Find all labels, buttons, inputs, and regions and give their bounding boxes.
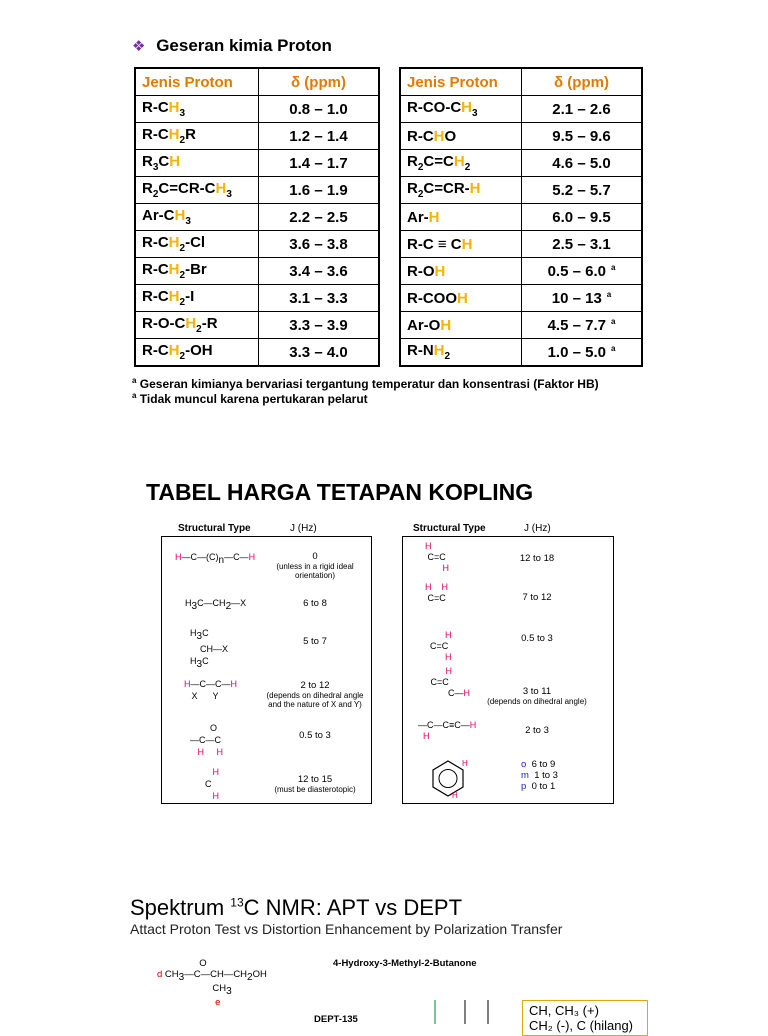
dept-label: DEPT-135 (314, 1014, 358, 1025)
svg-text:H: H (452, 791, 458, 798)
compound-name: 4-Hydroxy-3-Methyl-2-Butanone (333, 958, 477, 969)
proton-type-cell: $R-CO-CH_3$ (400, 96, 522, 123)
proton-type-cell: R-OH (400, 258, 522, 285)
table-row (135, 231, 379, 258)
structure-isopropyl: $H_3C$ CH—X $H_3C$ (190, 628, 229, 670)
right-header-structural-type: Structural Type (413, 523, 486, 534)
proton-type-cell: $R-NH_2$ (400, 339, 522, 367)
shift-value-cell: 1.0 – 5.0 $^a$ (522, 339, 643, 367)
proton-type-cell: $R_2C=CH_2$ (400, 150, 522, 177)
footnote-1: $^a$ Geseran kimianya bervariasi tergantung temperatur dan konsentrasi (Faktor HB) (132, 376, 599, 391)
structure-dihedral: H—C—C—H X Y (184, 679, 237, 701)
table-row (400, 312, 642, 339)
coupling-value: 2 to 3 (525, 725, 549, 736)
dept-legend-line-2: CH₂ (-), C (hilang) (529, 1018, 633, 1033)
col-header-proton: Jenis Proton (400, 68, 522, 96)
table-row (135, 312, 379, 339)
col-header-delta: δ (ppm) (259, 68, 380, 96)
shift-value-cell: 10 – 13 $^a$ (522, 285, 643, 312)
table-row (135, 285, 379, 312)
structure-propargylic: —C—C≡C—H H (418, 720, 477, 741)
coupling-value: 7 to 12 (522, 592, 552, 603)
proton-type-cell: $R-O-CH_2-R$ (135, 312, 259, 339)
left-header-structural-type: Structural Type (178, 523, 251, 534)
coupling-title: TABEL HARGA TETAPAN KOPLING (146, 479, 534, 505)
section-heading (132, 36, 332, 56)
proton-type-cell: $R_3CH$ (135, 150, 259, 177)
table-row (400, 150, 642, 177)
table-row (400, 231, 642, 258)
aromatic-coupling-row: o 6 to 9 (521, 759, 556, 770)
proton-type-cell: $R-CH_2-OH$ (135, 339, 259, 367)
proton-type-cell: $R_2C=CR-CH_3$ (135, 177, 259, 204)
nmr-subtitle: Attact Proton Test vs Distortion Enhancement by Polarization Transfer (130, 921, 563, 937)
table-row (400, 285, 642, 312)
coupling-note: (must be diasterotopic) (274, 785, 356, 794)
structure-allylic: H C=C C—H (428, 666, 471, 698)
table-row (400, 339, 642, 367)
table-row (400, 204, 642, 231)
coupling-value: 12 to 18 (519, 553, 555, 564)
col-header-proton: Jenis Proton (135, 68, 259, 96)
coupling-value: 5 to 7 (303, 636, 327, 647)
footnote-mark: a (606, 289, 612, 299)
structure-cis-alkene: H H C=C (425, 582, 449, 603)
proton-type-cell: $R-CH_2R$ (135, 123, 259, 150)
shift-value-cell: 4.6 – 5.0 (522, 150, 643, 177)
dept-spectrum-peaks (425, 998, 505, 1024)
table-row (400, 96, 642, 123)
shift-value-cell: 9.5 – 9.6 (522, 123, 643, 150)
shift-value-cell: 3.3 – 3.9 (259, 312, 380, 339)
structure-aldehyde: O —C—C H H (190, 723, 224, 757)
coupling-value: 0.5 to 3 (299, 730, 331, 741)
proton-type-cell: $Ar-CH_3$ (135, 204, 259, 231)
coupling-value: 3 to 11 (depends on dihedral angle) (482, 686, 592, 706)
col-header-delta: δ (ppm) (522, 68, 643, 96)
aromatic-coupling-row: m 1 to 3 (521, 770, 558, 781)
proton-type-cell: $R-CH_3$ (135, 96, 259, 123)
table-row (135, 258, 379, 285)
section-heading-text: Geseran kimia Proton (156, 36, 332, 55)
proton-type-cell: Ar-OH (400, 312, 522, 339)
table-row (135, 150, 379, 177)
coupling-value: 12 to 15 (must be diasterotopic) (260, 774, 370, 794)
table-row (135, 339, 379, 367)
benzene-ring-icon (428, 758, 468, 798)
dept-legend-line-1: CH, CH₃ (+) (529, 1003, 599, 1018)
proton-type-cell: $R_2C=CR-H$ (400, 177, 522, 204)
footnote-mark: a (610, 343, 616, 353)
structure-vicinal-chain: $H—C—(C)_n—C—H$ (175, 552, 256, 566)
shift-value-cell: 0.8 – 1.0 (259, 96, 380, 123)
coupling-value: 6 to 8 (303, 598, 327, 609)
dept-legend-box (522, 1000, 648, 1036)
proton-type-cell: $R-CH_2-Br$ (135, 258, 259, 285)
diamond-bullet-icon: ❖ (132, 38, 146, 55)
structure-geminal: H C H (200, 767, 220, 801)
coupling-value: 2 to 12 (depends on dihedral angle and the nature of X and Y) (260, 680, 370, 709)
proton-type-cell: $R-CH_2-I$ (135, 285, 259, 312)
table-row (135, 177, 379, 204)
shift-value-cell: 6.0 – 9.5 (522, 204, 643, 231)
coupling-note: (depends on dihedral angle and the nature of X and Y) (266, 691, 364, 709)
structure-geminal-alkene: H C=C H (430, 630, 452, 662)
shift-value-cell: 3.4 – 3.6 (259, 258, 380, 285)
shift-value-cell: 3.1 – 3.3 (259, 285, 380, 312)
table-row (135, 204, 379, 231)
aromatic-coupling-row: p 0 to 1 (521, 781, 556, 792)
shift-value-cell: 1.4 – 1.7 (259, 150, 380, 177)
left-header-j: J (Hz) (290, 523, 317, 534)
table-row (400, 123, 642, 150)
shift-value-cell: 4.5 – 7.7 $^a$ (522, 312, 643, 339)
coupling-value: 0.5 to 3 (521, 633, 553, 644)
left-shift-table (134, 67, 380, 367)
right-header-j: J (Hz) (524, 523, 551, 534)
table-row (400, 177, 642, 204)
structure-ethyl: $H_3C—CH_2—X$ (185, 598, 247, 612)
coupling-note: (depends on dihedral angle) (487, 697, 587, 706)
coupling-note: (unless in a rigid ideal orientation) (276, 562, 354, 580)
svg-text:H: H (462, 759, 468, 768)
compound-structure: O d $CH_3—C—CH—CH_2OH$ $CH_3$ e (157, 958, 267, 1008)
footnote-2: $^a$ Tidak muncul karena pertukaran pelarut (132, 391, 368, 406)
nmr-title: Spektrum $^{13}$C NMR: APT vs DEPT (130, 895, 463, 920)
shift-value-cell: 5.2 – 5.7 (522, 177, 643, 204)
shift-value-cell: 3.6 – 3.8 (259, 231, 380, 258)
proton-type-cell: R-COOH (400, 285, 522, 312)
proton-type-cell: Ar-H (400, 204, 522, 231)
proton-type-cell: R-C ≡ CH (400, 231, 522, 258)
proton-type-cell: R-CHO (400, 123, 522, 150)
structure-trans-alkene: H C=C H (425, 541, 450, 573)
shift-value-cell: 2.5 – 3.1 (522, 231, 643, 258)
coupling-value: 0 (unless in a rigid ideal orientation) (260, 551, 370, 580)
shift-value-cell: 1.2 – 1.4 (259, 123, 380, 150)
table-row (400, 258, 642, 285)
shift-value-cell: 2.2 – 2.5 (259, 204, 380, 231)
proton-type-cell: $R-CH_2-Cl$ (135, 231, 259, 258)
table-row (135, 123, 379, 150)
shift-value-cell: 1.6 – 1.9 (259, 177, 380, 204)
right-shift-table (399, 67, 643, 367)
shift-value-cell: 0.5 – 6.0 $^a$ (522, 258, 643, 285)
shift-value-cell: 2.1 – 2.6 (522, 96, 643, 123)
table-row (135, 96, 379, 123)
shift-value-cell: 3.3 – 4.0 (259, 339, 380, 367)
footnote-mark: a (610, 262, 616, 272)
footnote-mark: a (610, 316, 616, 326)
